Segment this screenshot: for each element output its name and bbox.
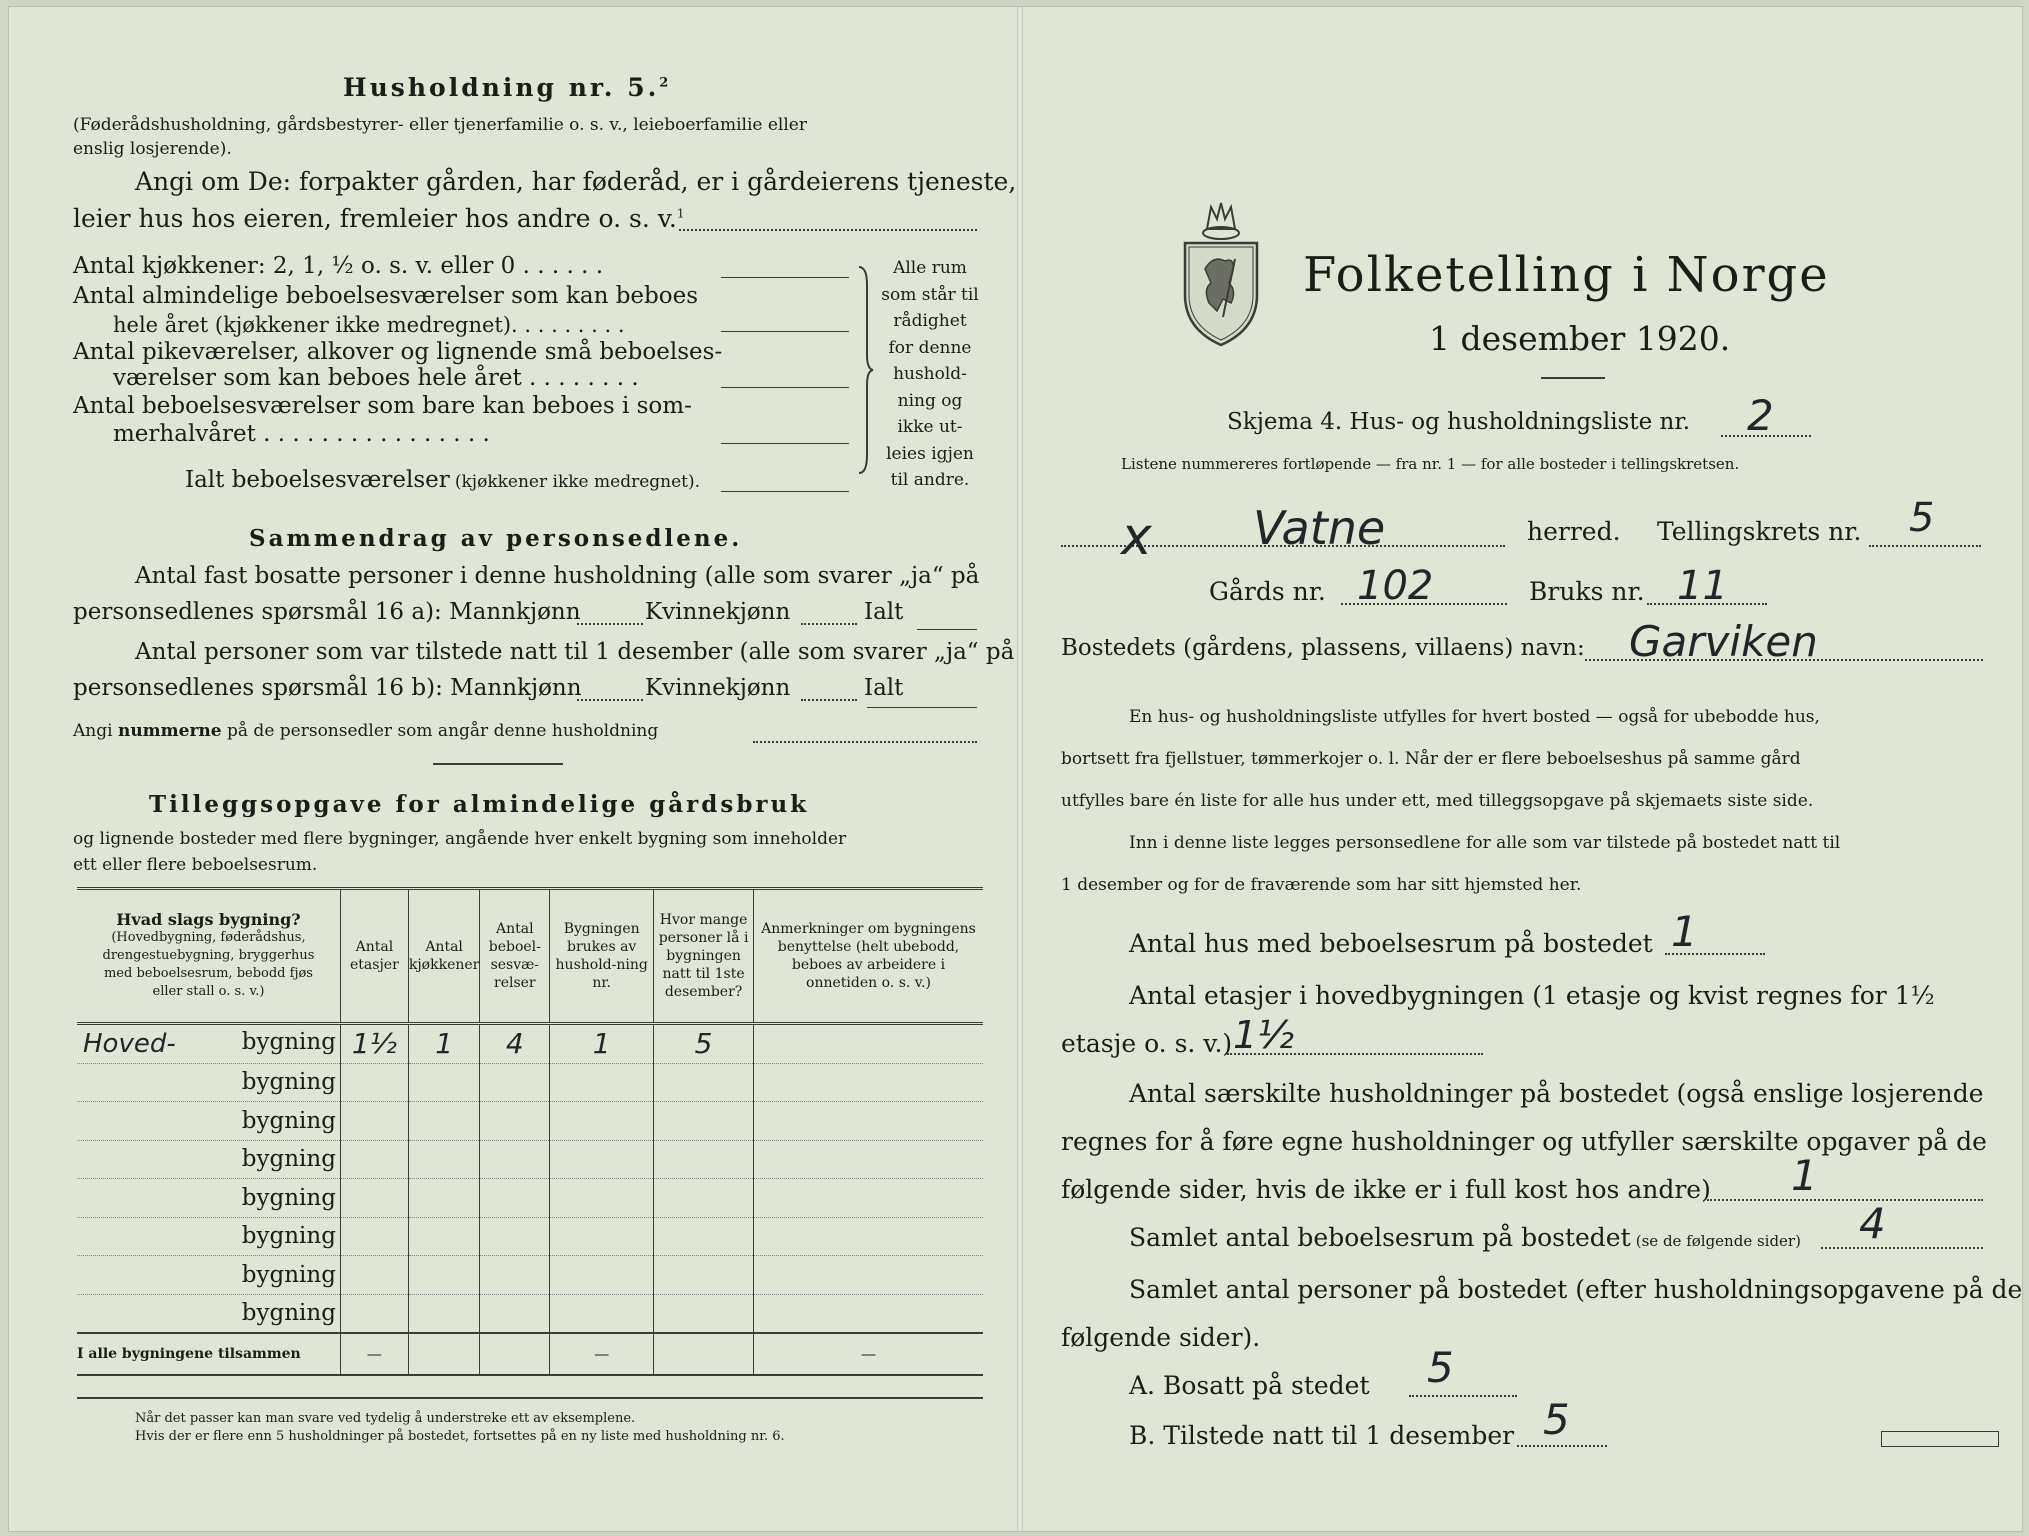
kvinne-label: Kvinnekjønn <box>645 675 791 701</box>
cell-vaerelser <box>480 1063 550 1102</box>
answer-line <box>577 699 643 701</box>
total-cell: — <box>754 1333 983 1375</box>
skjema-label: Skjema 4. Hus- og husholdningsliste nr. <box>1227 409 1691 435</box>
bosted-value: Garviken <box>1629 617 1818 666</box>
building-type-cell <box>77 1063 340 1102</box>
col-header-etasjer: Antal etasjer <box>340 889 408 1024</box>
q-a-label: A. Bosatt på stedet <box>1129 1371 1370 1400</box>
instruction-line: bortsett fra fjellstuer, tømmerkojer o. l. Når der er flere beboelseshus på samme gård <box>1061 749 1801 769</box>
cell-personer <box>654 1102 754 1141</box>
cell-etasjer: 1½ <box>340 1024 408 1064</box>
q-hus-label: Antal hus med beboelsesrum på bostedet <box>1129 929 1653 958</box>
building-word: bygning <box>241 1261 336 1288</box>
cell-kjokken <box>408 1063 480 1102</box>
bruks-label: Bruks nr. <box>1529 577 1645 606</box>
cell-vaerelser <box>480 1217 550 1256</box>
ialt-rooms: Ialt beboelsesværelser (kjøkkener ikke medregnet). <box>185 467 701 493</box>
cell-kjokken <box>408 1217 480 1256</box>
building-word: bygning <box>241 1223 336 1250</box>
total-cell <box>408 1333 480 1375</box>
cell-hush <box>550 1140 654 1179</box>
cell-hush <box>550 1063 654 1102</box>
rooms-line: Antal beboelsesværelser som bare kan beboes i som- <box>73 393 692 419</box>
kvinne-label: Kvinnekjønn <box>645 599 791 625</box>
divider <box>433 763 563 765</box>
intro-line: (Føderådshusholdning, gårdsbestyrer- eller tjenerfamilie o. s. v., leieboerfamilie eller <box>73 115 807 135</box>
cell-hush <box>550 1294 654 1333</box>
cell-kjokken <box>408 1102 480 1141</box>
table-row <box>77 1024 983 1064</box>
building-word: bygning <box>241 1300 336 1327</box>
cell-personer <box>654 1063 754 1102</box>
col-header-vaerelser: Antal beboel-sesvæ-relser <box>480 889 550 1024</box>
instruction-line: En hus- og husholdningsliste utfylles for hvert bosted — også for ubebodde hus, <box>1129 707 1820 727</box>
cell-etasjer <box>340 1294 408 1333</box>
skjema-nr-value: 2 <box>1747 391 1774 440</box>
answer-line <box>721 491 849 492</box>
cell-kjokken <box>408 1294 480 1333</box>
bruks-value: 11 <box>1677 563 1728 609</box>
side-note: Alle rum som står til rådighet for denne hushold- ning og ikke ut- leies igjen til andre. <box>881 258 979 490</box>
cell-kjokken <box>408 1256 480 1295</box>
cell-kjokken: 1 <box>408 1024 480 1064</box>
cell-kjokken <box>408 1179 480 1218</box>
building-table <box>77 887 983 1376</box>
sammendrag-line: Antal personer som var tilstede natt til 1 desember (alle som svarer „ja“ på <box>135 639 1015 665</box>
answer-line <box>1821 1247 1983 1249</box>
q-hus-value: 1 <box>1671 907 1698 956</box>
cell-personer <box>654 1179 754 1218</box>
total-label: I alle bygningene tilsammen <box>77 1333 340 1375</box>
sammendrag-line: personsedlenes spørsmål 16 a): Mannkjønn <box>73 599 581 625</box>
q-hush-line: Antal særskilte husholdninger på bostedet (også enslige losjerende <box>1129 1079 1984 1108</box>
answer-line <box>577 623 643 625</box>
ialt-label: Ialt <box>864 599 904 625</box>
cell-hush: 1 <box>550 1024 654 1064</box>
cell-personer <box>654 1140 754 1179</box>
building-type-value: Hoved- <box>83 1028 176 1059</box>
building-word: bygning <box>241 1146 336 1173</box>
table-header-row <box>77 889 983 1024</box>
gards-value: 102 <box>1357 563 1434 609</box>
cell-vaerelser <box>480 1102 550 1141</box>
cell-personer <box>654 1217 754 1256</box>
col-header-kjokkener: Antal kjøkkener <box>408 889 480 1024</box>
building-type-cell <box>77 1140 340 1179</box>
angi-nummerne: Angi nummerne på de personsedler som angår denne husholdning <box>73 721 659 741</box>
coat-of-arms-icon <box>1179 199 1263 349</box>
cell-etasjer <box>340 1140 408 1179</box>
total-cell: — <box>550 1333 654 1375</box>
building-type-cell <box>77 1217 340 1256</box>
answer-line <box>1707 1199 1983 1201</box>
q-rum-value: 4 <box>1859 1199 1886 1248</box>
angi-line: Angi om De: forpakter gården, har føderåd, er i gårdeierens tjeneste, <box>135 167 1017 196</box>
building-word: bygning <box>241 1107 336 1134</box>
answer-line <box>721 443 849 444</box>
answer-line <box>721 277 849 278</box>
cell-personer <box>654 1256 754 1295</box>
herred-label: herred. <box>1527 517 1621 546</box>
q-pers-line: følgende sider). <box>1061 1323 1261 1352</box>
form-date: 1 desember 1920. <box>1429 319 1731 358</box>
answer-line <box>721 387 849 388</box>
q-etasjer-label: Antal etasjer i hovedbygningen (1 etasje og kvist regnes for 1½ <box>1129 981 1935 1010</box>
cell-etasjer <box>340 1102 408 1141</box>
table-row <box>77 1102 983 1141</box>
table-row <box>77 1217 983 1256</box>
intro-line: enslig losjerende). <box>73 139 232 159</box>
cell-vaerelser <box>480 1256 550 1295</box>
instruction-line: Inn i denne liste legges personsedlene for alle som var tilstede på bostedet natt til <box>1129 833 1841 853</box>
cell-anm <box>754 1217 983 1256</box>
sammendrag-title: Sammendrag av personsedlene. <box>249 525 743 552</box>
q-etasjer-label: etasje o. s. v.) <box>1061 1029 1233 1058</box>
answer-line <box>801 623 857 625</box>
tillegg-line: og lignende bosteder med flere bygninger, angående hver enkelt bygning som inneholder <box>73 829 847 849</box>
cell-anm <box>754 1179 983 1218</box>
tillegg-title: Tilleggsopgave for almindelige gårdsbruk <box>149 791 810 818</box>
q-b-label: B. Tilstede natt til 1 desember <box>1129 1421 1515 1450</box>
answer-line <box>1409 1395 1517 1397</box>
cell-anm <box>754 1024 983 1064</box>
answer-line <box>917 629 977 630</box>
answer-line <box>721 331 849 332</box>
cell-anm <box>754 1294 983 1333</box>
cell-personer <box>654 1294 754 1333</box>
table-row <box>77 1179 983 1218</box>
right-page <box>1021 7 2022 1531</box>
q-etasjer-value: 1½ <box>1233 1013 1295 1057</box>
instruction-line: utfylles bare én liste for alle hus under ett, med tilleggsopgave på skjemaets siste side. <box>1061 791 1814 811</box>
building-type-cell <box>77 1024 340 1064</box>
building-word: bygning <box>241 1028 336 1055</box>
col-header-husholdning: Bygningen brukes av hushold-ning nr. <box>550 889 654 1024</box>
gards-label: Gårds nr. <box>1209 577 1326 606</box>
building-word: bygning <box>241 1069 336 1096</box>
cell-etasjer <box>340 1063 408 1102</box>
cell-vaerelser <box>480 1140 550 1179</box>
divider <box>1541 377 1605 379</box>
household-title: Husholdning nr. 5.$^2$ <box>343 73 672 102</box>
tillegg-line: ett eller flere beboelsesrum. <box>73 855 318 875</box>
footnote: Når det passer kan man svare ved tydelig å understreke ett av eksemplene. <box>135 1411 636 1426</box>
brace <box>855 265 875 475</box>
building-type-cell <box>77 1294 340 1333</box>
cell-etasjer <box>340 1179 408 1218</box>
building-type-cell <box>77 1102 340 1141</box>
q-a-value: 5 <box>1427 1343 1454 1392</box>
bosted-label: Bostedets (gårdens, plassens, villaens) navn: <box>1061 635 1585 661</box>
cell-etasjer <box>340 1217 408 1256</box>
cell-anm <box>754 1102 983 1141</box>
tellingskrets-label: Tellingskrets nr. <box>1657 517 1862 546</box>
q-hush-value: 1 <box>1791 1151 1818 1200</box>
col-header-anmerkninger: Anmerkninger om bygningens benyttelse (helt ubebodd, beboes av arbeidere i onnetiden o. s. v.) <box>754 889 983 1024</box>
total-cell <box>480 1333 550 1375</box>
table-row <box>77 1294 983 1333</box>
cell-vaerelser <box>480 1179 550 1218</box>
q-pers-line: Samlet antal personer på bostedet (efter husholdningsopgavene på de <box>1129 1275 2023 1304</box>
col-header-personer: Hvor mange personer lå i bygningen natt til 1ste desember? <box>654 889 754 1024</box>
building-word: bygning <box>241 1184 336 1211</box>
listene-note: Listene nummereres fortløpende — fra nr. 1 — for alle bosteder i tellingskretsen. <box>1121 455 1740 473</box>
table-row <box>77 1140 983 1179</box>
cell-vaerelser <box>480 1294 550 1333</box>
rooms-line: Antal almindelige beboelsesværelser som kan beboes <box>73 283 699 309</box>
col-header-type: Hvad slags bygning? (Hovedbygning, føderådshus, drengestuebygning, bryggerhus med beboelsesrum, bebodd fjøs eller stall o. s. v.) <box>77 889 340 1024</box>
rooms-line: Antal pikeværelser, alkover og lignende små beboelses- <box>73 339 723 365</box>
sammendrag-line: Antal fast bosatte personer i denne husholdning (alle som svarer „ja“ på <box>135 563 980 589</box>
total-cell: — <box>340 1333 408 1375</box>
sammendrag-line: personsedlenes spørsmål 16 b): Mannkjønn <box>73 675 582 701</box>
footnote: Hvis der er flere enn 5 husholdninger på bostedet, fortsettes på en ny liste med husholdning nr. 6. <box>135 1429 785 1444</box>
ialt-label: Ialt <box>864 675 904 701</box>
q-rum-label: Samlet antal beboelsesrum på bostedet (se de følgende sider) <box>1129 1223 1801 1252</box>
census-form-spread <box>8 6 2023 1532</box>
cell-vaerelser: 4 <box>480 1024 550 1064</box>
cell-etasjer <box>340 1256 408 1295</box>
left-page <box>9 7 1019 1531</box>
answer-line <box>753 741 977 743</box>
instruction-line: 1 desember og for de fraværende som har sitt hjemsted her. <box>1061 875 1582 895</box>
cell-kjokken <box>408 1140 480 1179</box>
herred-value: Vatne <box>1253 501 1386 555</box>
answer-line <box>1869 545 1981 547</box>
table-total-row <box>77 1333 983 1375</box>
answer-line <box>679 229 977 231</box>
tellingskrets-value: 5 <box>1909 495 1935 541</box>
q-hush-line: følgende sider, hvis de ikke er i full kost hos andre) <box>1061 1175 1711 1204</box>
cell-anm <box>754 1256 983 1295</box>
divider <box>77 1397 983 1399</box>
rooms-line: værelser som kan beboes hele året . . . . . . . . <box>113 365 639 391</box>
cell-anm <box>754 1140 983 1179</box>
q-b-value: 5 <box>1543 1395 1570 1444</box>
rooms-line: hele året (kjøkkener ikke medregnet). . . . . . . . . <box>113 313 625 337</box>
cell-personer: 5 <box>654 1024 754 1064</box>
table-row <box>77 1256 983 1295</box>
answer-line <box>867 707 977 708</box>
form-title: Folketelling i Norge <box>1303 247 1830 303</box>
angi-line: leier hus hos eieren, fremleier hos andre o. s. v.$^1$ <box>73 204 685 233</box>
cell-hush <box>550 1217 654 1256</box>
cell-hush <box>550 1179 654 1218</box>
q-hush-line: regnes for å føre egne husholdninger og utfyller særskilte opgaver på de <box>1061 1127 1987 1156</box>
cell-anm <box>754 1063 983 1102</box>
answer-line <box>801 699 857 701</box>
rooms-line: merhalvåret . . . . . . . . . . . . . . . . <box>113 421 490 447</box>
herred-mark: x <box>1121 507 1152 567</box>
building-type-cell <box>77 1179 340 1218</box>
cell-hush <box>550 1256 654 1295</box>
printer-stamp <box>1881 1431 1999 1447</box>
total-cell <box>654 1333 754 1375</box>
table-row <box>77 1063 983 1102</box>
rooms-line: Antal kjøkkener: 2, 1, ½ o. s. v. eller 0 . . . . . . <box>73 253 604 279</box>
answer-line <box>1517 1445 1607 1447</box>
cell-hush <box>550 1102 654 1141</box>
building-type-cell <box>77 1256 340 1295</box>
